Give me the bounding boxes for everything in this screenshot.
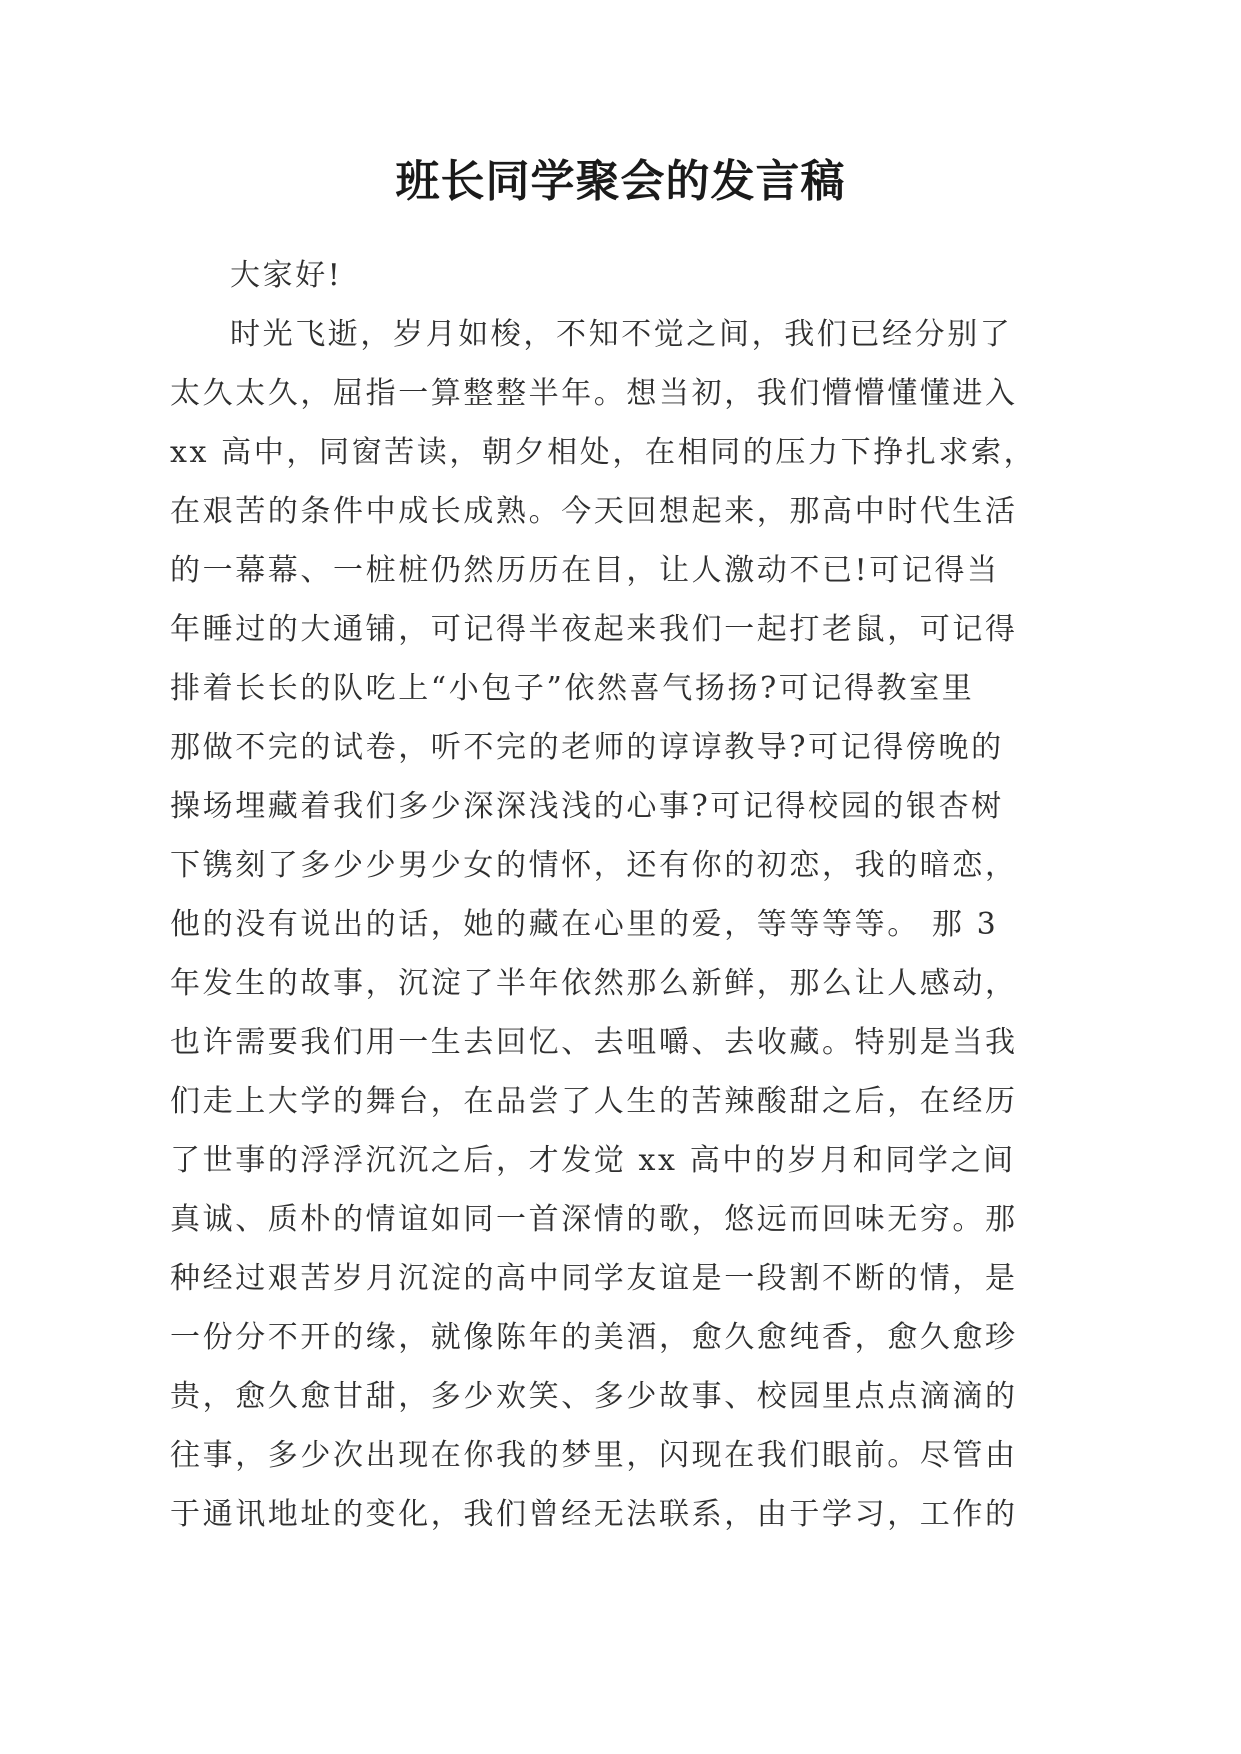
body-line: 下镌刻了多少少男少女的情怀，还有你的初恋，我的暗恋， — [170, 848, 1018, 883]
body-line: 也许需要我们用一生去回忆、去咀嚼、去收藏。特别是当我 — [170, 1025, 1018, 1060]
body-line: 了世事的浮浮沉沉之后，才发觉 xx 高中的岁月和同学之间 — [170, 1143, 1016, 1178]
body-line: 往事，多少次出现在你我的梦里，闪现在我们眼前。尽管由 — [170, 1438, 1018, 1473]
body-line: 贵，愈久愈甘甜，多少欢笑、多少故事、校园里点点滴滴的 — [170, 1379, 1018, 1414]
body-line: 那做不完的试卷，听不完的老师的谆谆教导?可记得傍晚的 — [170, 730, 1004, 765]
body-line: 操场埋藏着我们多少深深浅浅的心事?可记得校园的银杏树 — [170, 789, 1004, 824]
body-line: 大家好! — [230, 258, 343, 293]
body-line: 真诚、质朴的情谊如同一首深情的歌，悠远而回味无穷。那 — [170, 1202, 1018, 1237]
body-line: 年睡过的大通铺，可记得半夜起来我们一起打老鼠，可记得 — [170, 612, 1018, 647]
body-line: 在艰苦的条件中成长成熟。今天回想起来，那高中时代生活 — [170, 494, 1018, 529]
body-line: 一份分不开的缘，就像陈年的美酒，愈久愈纯香，愈久愈珍 — [170, 1320, 1018, 1355]
body-line: 太久太久，屈指一算整整半年。想当初，我们懵懵懂懂进入 — [170, 376, 1018, 411]
body-line: 的一幕幕、一桩桩仍然历历在目，让人激动不已!可记得当 — [170, 553, 1000, 588]
body-line: 他的没有说出的话，她的藏在心里的爱，等等等等。 那 3 — [170, 907, 999, 942]
body-line: 于通讯地址的变化，我们曾经无法联系，由于学习，工作的 — [170, 1497, 1018, 1532]
body-line: 时光飞逝，岁月如梭，不知不觉之间，我们已经分别了 — [230, 317, 1013, 352]
body-line: 种经过艰苦岁月沉淀的高中同学友谊是一段割不断的情，是 — [170, 1261, 1018, 1296]
body-line: 年发生的故事，沉淀了半年依然那么新鲜，那么让人感动， — [170, 966, 1018, 1001]
body-line: 排着长长的队吃上“小包子”依然喜气扬扬?可记得教室里 — [170, 671, 975, 706]
body-line: xx 高中，同窗苦读，朝夕相处，在相同的压力下挣扎求索， — [170, 435, 1037, 470]
body-line: 们走上大学的舞台，在品尝了人生的苦辣酸甜之后，在经历 — [170, 1084, 1018, 1119]
document-title: 班长同学聚会的发言稿 — [395, 156, 846, 207]
